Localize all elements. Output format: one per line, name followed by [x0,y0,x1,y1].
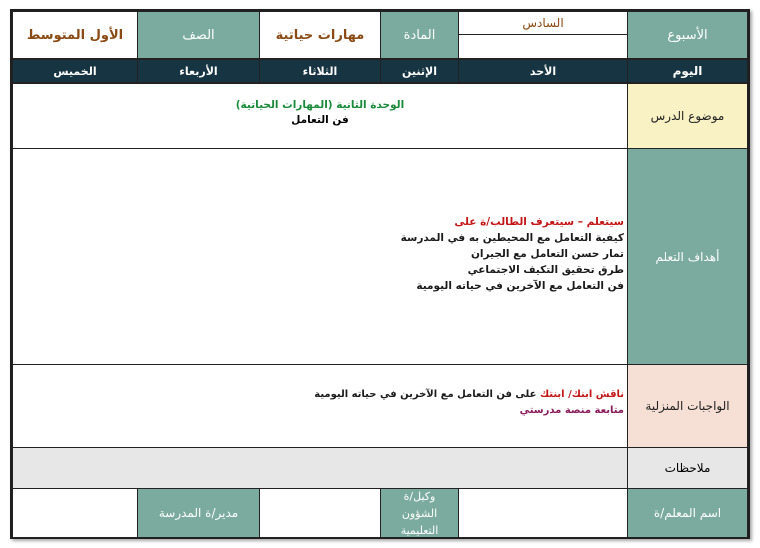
objective-item: طرق تحقيق التكيف الاجتماعي [467,264,624,276]
teacher-name-value [458,488,628,538]
lesson-topic-content [12,83,628,149]
day-tuesday: الثلاثاء [259,59,381,83]
objectives-intro: سيتعلم – سيتعرف الطالب/ة على [454,216,624,228]
deputy-value [259,488,381,538]
objectives-label: أهداف التعلم [627,148,748,365]
deputy-label: وكيل/ة الشؤون التعليمية [380,488,459,538]
subject-value: مهارات حياتية [259,11,381,59]
homework-line2: متابعة منصة مدرستي [519,405,624,416]
subject-label: المادة [380,11,459,59]
principal-value [12,488,138,538]
week-value-empty [458,34,628,59]
notes-content [12,447,628,489]
day-label: اليوم [627,59,748,83]
notes-label: ملاحظات [627,447,748,489]
week-label: الأسبوع [627,11,748,59]
day-sunday: الأحد [458,59,628,83]
objective-item: تمار حسن التعامل مع الجيران [470,248,624,260]
objectives-content [12,148,628,365]
teacher-name-label: اسم المعلم/ة [627,488,748,538]
lesson-topic-label: موضوع الدرس [627,83,748,149]
day-wednesday: الأربعاء [137,59,260,83]
homework-content [12,364,628,448]
week-value: السادس [458,11,628,35]
grade-value: الأول المتوسط [12,11,138,59]
principal-label: مدير/ة المدرسة [137,488,260,538]
grade-label: الصف [137,11,260,59]
objective-item: كيفية التعامل مع المحيطين به في المدرسة [400,232,624,244]
homework-line1: ناقش ابنك/ ابنتك على فن التعامل مع الآخرين في حياته اليومية [314,389,624,400]
lesson-unit: الوحدة الثانية (المهارات الحياتية) [235,99,405,111]
homework-label: الواجبات المنزلية [627,364,748,448]
lesson-title: فن التعامل [291,114,349,126]
day-thursday: الخميس [12,59,138,83]
day-monday: الإثنين [380,59,459,83]
objective-item: فن التعامل مع الآخرين في حياته اليومية [416,280,624,292]
